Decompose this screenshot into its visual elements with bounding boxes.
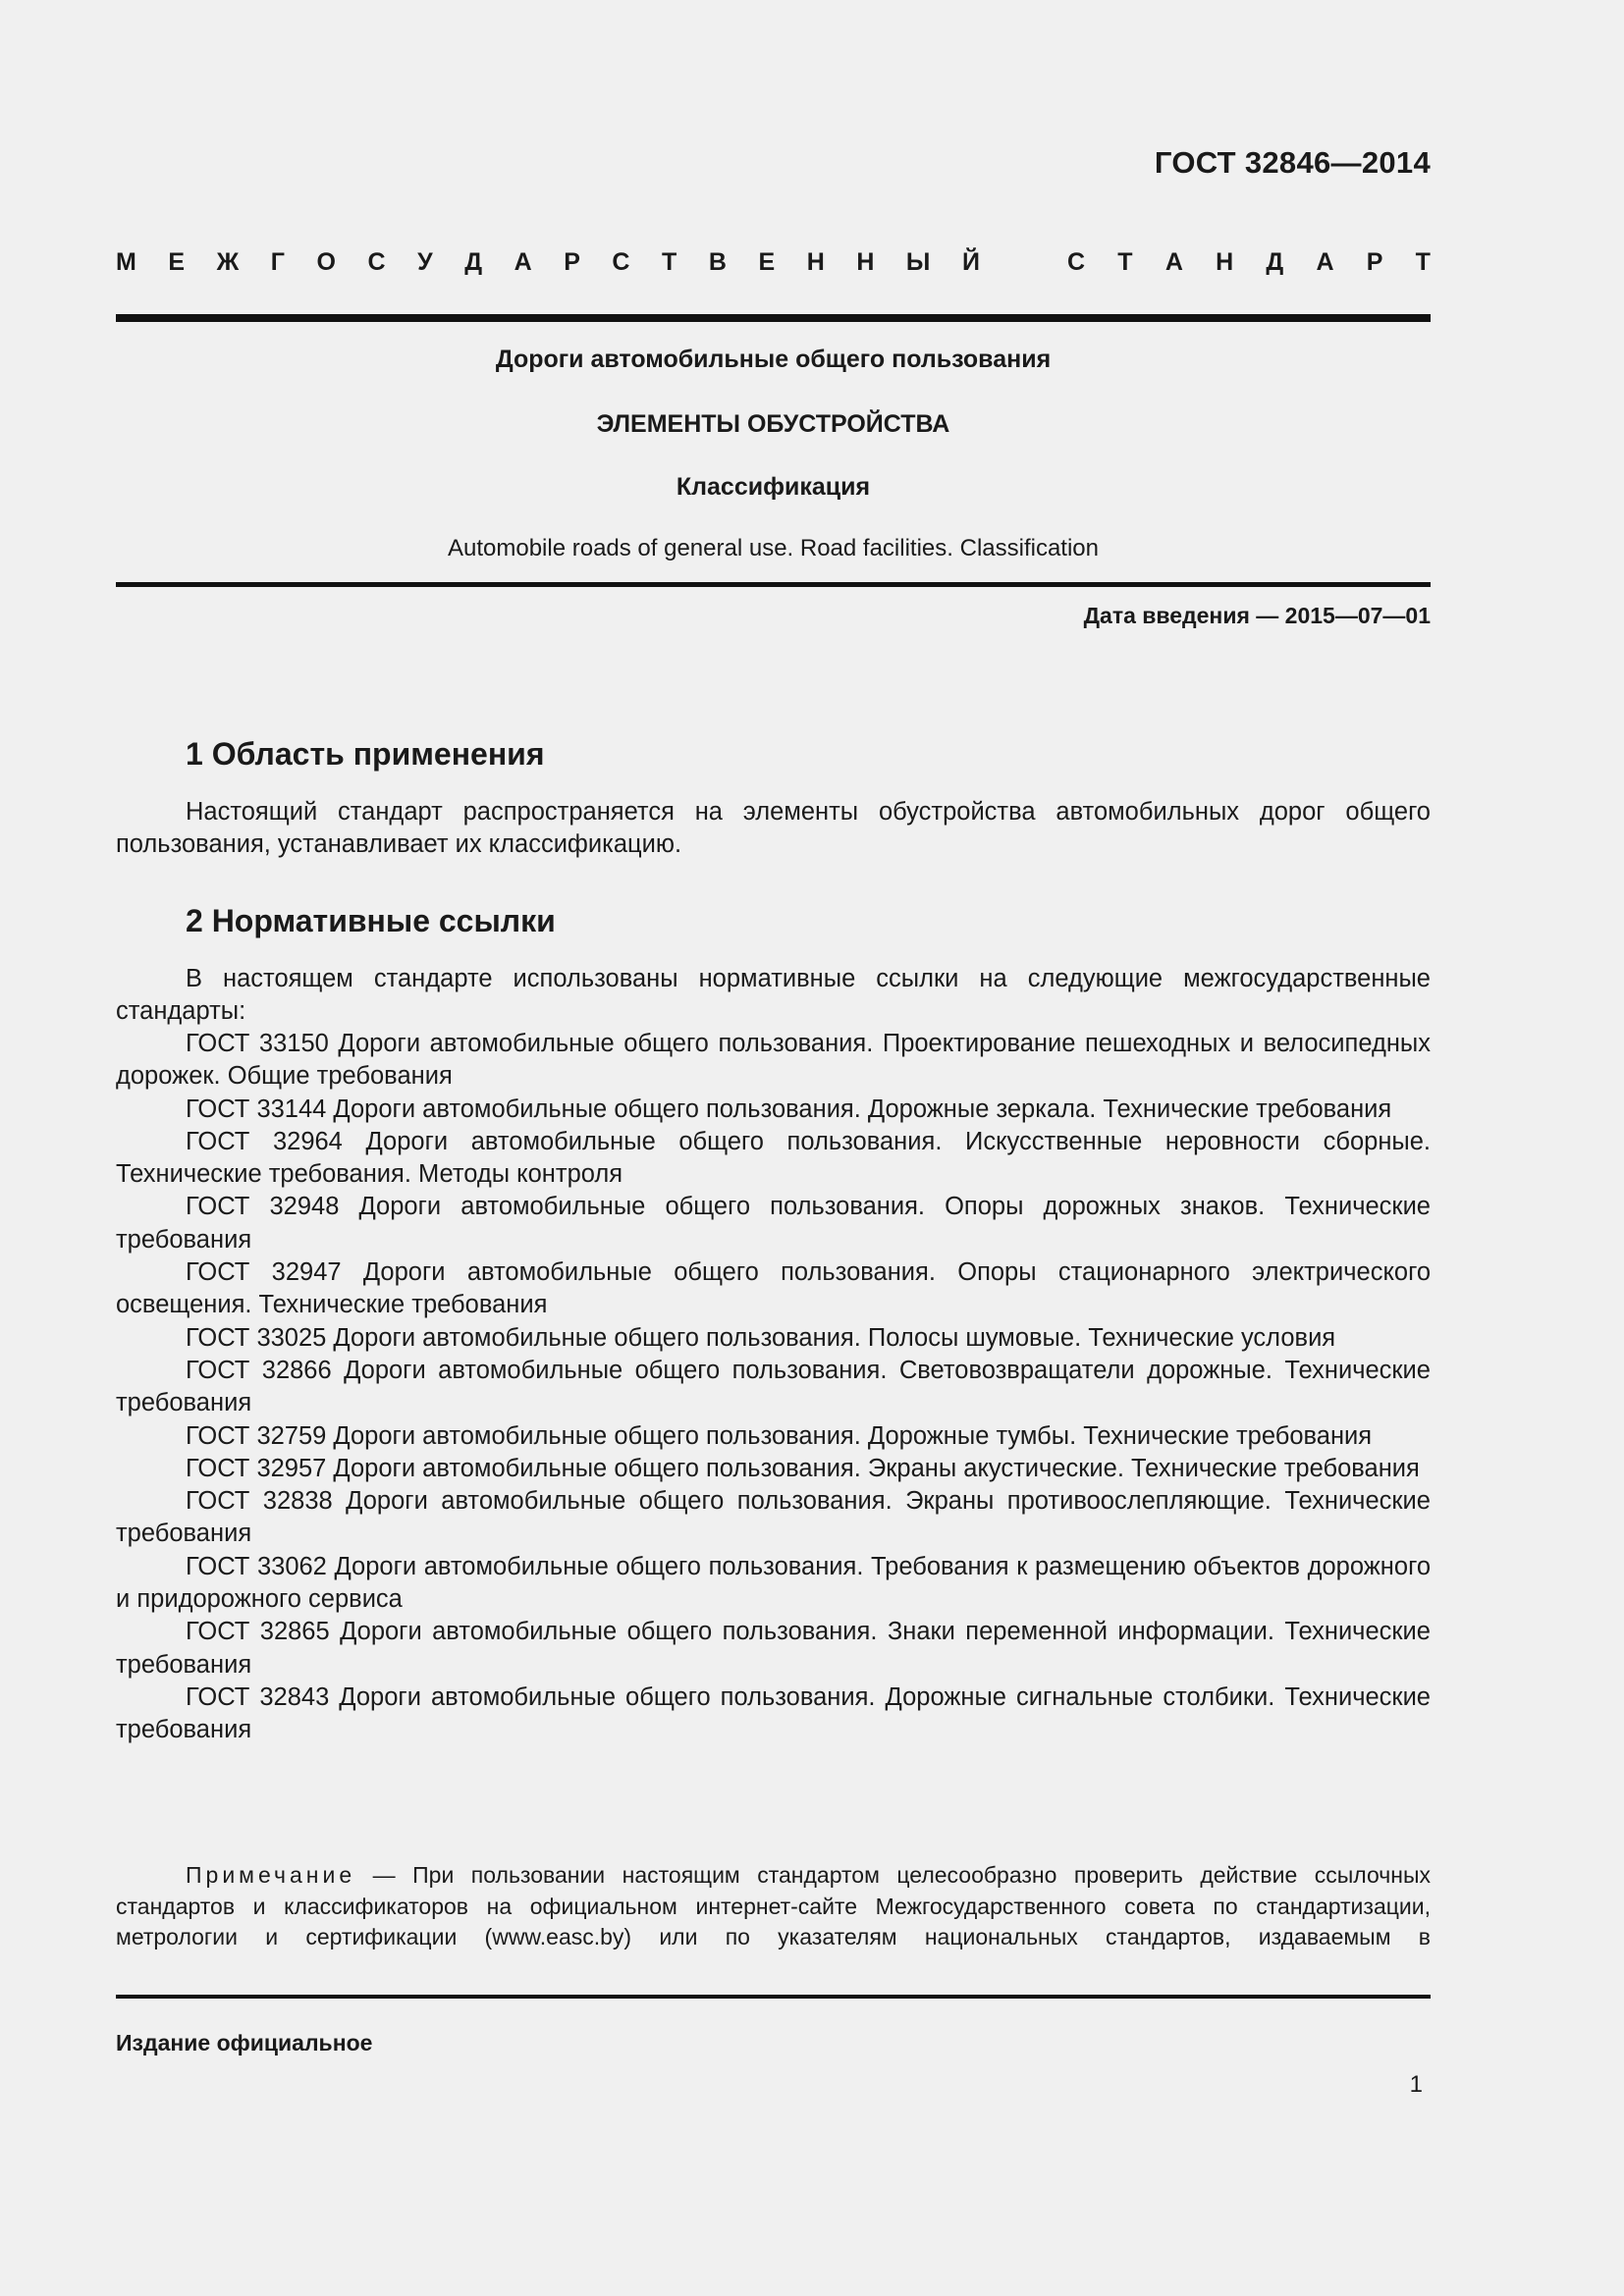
- reference-item: [116, 1485, 1431, 1551]
- reference-item: [116, 1126, 1431, 1192]
- standard-type-letter: Й: [961, 248, 980, 276]
- section-2-heading: 2 Нормативные ссылки: [186, 903, 556, 938]
- reference-item: [116, 1028, 1431, 1094]
- standard-type-word-standard: [1067, 248, 1431, 277]
- standard-type-letter: Е: [758, 248, 776, 276]
- standard-type-letter: Р: [1366, 248, 1383, 276]
- standard-type-heading: [116, 248, 1431, 277]
- standard-type-letter: Т: [662, 248, 677, 276]
- standard-type-letter: С: [367, 248, 386, 276]
- section-2-intro-content: В настоящем стандарте использованы нормативные ссылки на следующие межгосударственные стандарты:: [116, 965, 1431, 1025]
- reference-text: ГОСТ 32838 Дороги автомобильные общего пользования. Экраны противоослепляющие. Технические требования: [116, 1487, 1431, 1548]
- reference-item: [116, 1322, 1431, 1355]
- top-rule: [116, 314, 1431, 322]
- reference-text: ГОСТ 32759 Дороги автомобильные общего пользования. Дорожные тумбы. Технические требования: [186, 1421, 1373, 1450]
- standard-type-letter: А: [514, 248, 532, 276]
- reference-item: [116, 1256, 1431, 1322]
- standard-type-letter: Н: [856, 248, 875, 276]
- edition-label: Издание официальное: [116, 2030, 373, 2056]
- title-line-2: ЭЛЕМЕНТЫ ОБУСТРОЙСТВА: [596, 410, 950, 438]
- standard-type-letter: О: [316, 248, 336, 276]
- note: [116, 1860, 1431, 1953]
- page-number: 1: [1409, 2071, 1423, 2098]
- standard-type-letter: Т: [1117, 248, 1133, 276]
- reference-item: [116, 1191, 1431, 1256]
- standard-type-letter: Р: [564, 248, 580, 276]
- title-bottom-rule: [116, 582, 1431, 587]
- standard-type-letter: Д: [1266, 248, 1284, 276]
- normative-references-list: [116, 1028, 1431, 1747]
- standard-type-word-interstate: [116, 248, 980, 277]
- reference-item: [116, 1420, 1431, 1453]
- standard-type-letter: В: [708, 248, 727, 276]
- standard-type-letter: У: [417, 248, 433, 276]
- reference-text: ГОСТ 32947 Дороги автомобильные общего пользования. Опоры стационарного электрического освещения. Технические требования: [116, 1258, 1431, 1319]
- document-number: ГОСТ 32846—2014: [1154, 145, 1431, 180]
- standard-type-letter: А: [1164, 248, 1183, 276]
- standard-type-letter: Ы: [905, 248, 931, 276]
- note-label: Примечание: [186, 1862, 356, 1888]
- reference-text: ГОСТ 32865 Дороги автомобильные общего пользования. Знаки переменной информации. Технические требования: [116, 1618, 1431, 1679]
- note-text: — При пользовании настоящим стандартом целесообразно проверить действие ссылочных стандартов и классификаторов на официальном интернет-сайте Межгосударственного совета по стандартизации, метрологии и сертификации (www.easc.by) или по указателям национальных стандартов, издаваемым в: [116, 1862, 1431, 1949]
- reference-text: ГОСТ 32957 Дороги автомобильные общего пользования. Экраны акустические. Технические требования: [186, 1454, 1420, 1482]
- title-english: Automobile roads of general use. Road facilities. Classification: [447, 535, 1099, 561]
- reference-text: ГОСТ 32964 Дороги автомобильные общего пользования. Искусственные неровности сборные. Технические требования. Методы контроля: [116, 1127, 1431, 1189]
- standard-type-letter: Н: [1216, 248, 1234, 276]
- reference-text: ГОСТ 33144 Дороги автомобильные общего пользования. Дорожные зеркала. Технические требования: [186, 1095, 1392, 1123]
- section-1-text: [116, 796, 1431, 861]
- standard-type-letter: А: [1316, 248, 1334, 276]
- section-2-intro: [116, 963, 1431, 1028]
- reference-text: ГОСТ 33025 Дороги автомобильные общего пользования. Полосы шумовые. Технические условия: [186, 1323, 1336, 1352]
- reference-item: [116, 1616, 1431, 1682]
- section-1-text-content: Настоящий стандарт распространяется на элементы обустройства автомобильных дорог общего пользования, устанавливает их классификацию.: [116, 798, 1431, 858]
- reference-text: ГОСТ 32843 Дороги автомобильные общего пользования. Дорожные сигнальные столбики. Технические требования: [116, 1682, 1431, 1744]
- reference-text: ГОСТ 33062 Дороги автомобильные общего пользования. Требования к размещению объектов дорожного и придорожного сервиса: [116, 1552, 1431, 1614]
- reference-item: [116, 1355, 1431, 1420]
- reference-text: ГОСТ 33150 Дороги автомобильные общего пользования. Проектирование пешеходных и велосипедных дорожек. Общие требования: [116, 1030, 1431, 1091]
- reference-text: ГОСТ 32948 Дороги автомобильные общего пользования. Опоры дорожных знаков. Технические требования: [116, 1193, 1431, 1254]
- standard-type-letter: С: [1067, 248, 1086, 276]
- reference-item: [116, 1094, 1431, 1126]
- standard-type-letter: Д: [464, 248, 483, 276]
- introduction-date: Дата введения — 2015—07—01: [1083, 603, 1431, 628]
- standard-type-letter: Н: [806, 248, 825, 276]
- reference-text: ГОСТ 32866 Дороги автомобильные общего пользования. Световозвращатели дорожные. Технические требования: [116, 1356, 1431, 1417]
- reference-item: [116, 1453, 1431, 1485]
- reference-item: [116, 1682, 1431, 1747]
- standard-type-letter: Т: [1415, 248, 1431, 276]
- standard-type-letter: Е: [168, 248, 186, 276]
- title-line-1: Дороги автомобильные общего пользования: [495, 346, 1052, 373]
- reference-item: [116, 1551, 1431, 1617]
- standard-type-letter: Ж: [216, 248, 240, 276]
- standard-type-letter: М: [116, 248, 136, 276]
- footer-rule: [116, 1995, 1431, 1999]
- standard-type-letter: С: [612, 248, 630, 276]
- section-1-heading: 1 Область применения: [186, 736, 545, 772]
- title-line-3: Классификация: [676, 473, 871, 501]
- standard-type-letter: Г: [270, 248, 285, 276]
